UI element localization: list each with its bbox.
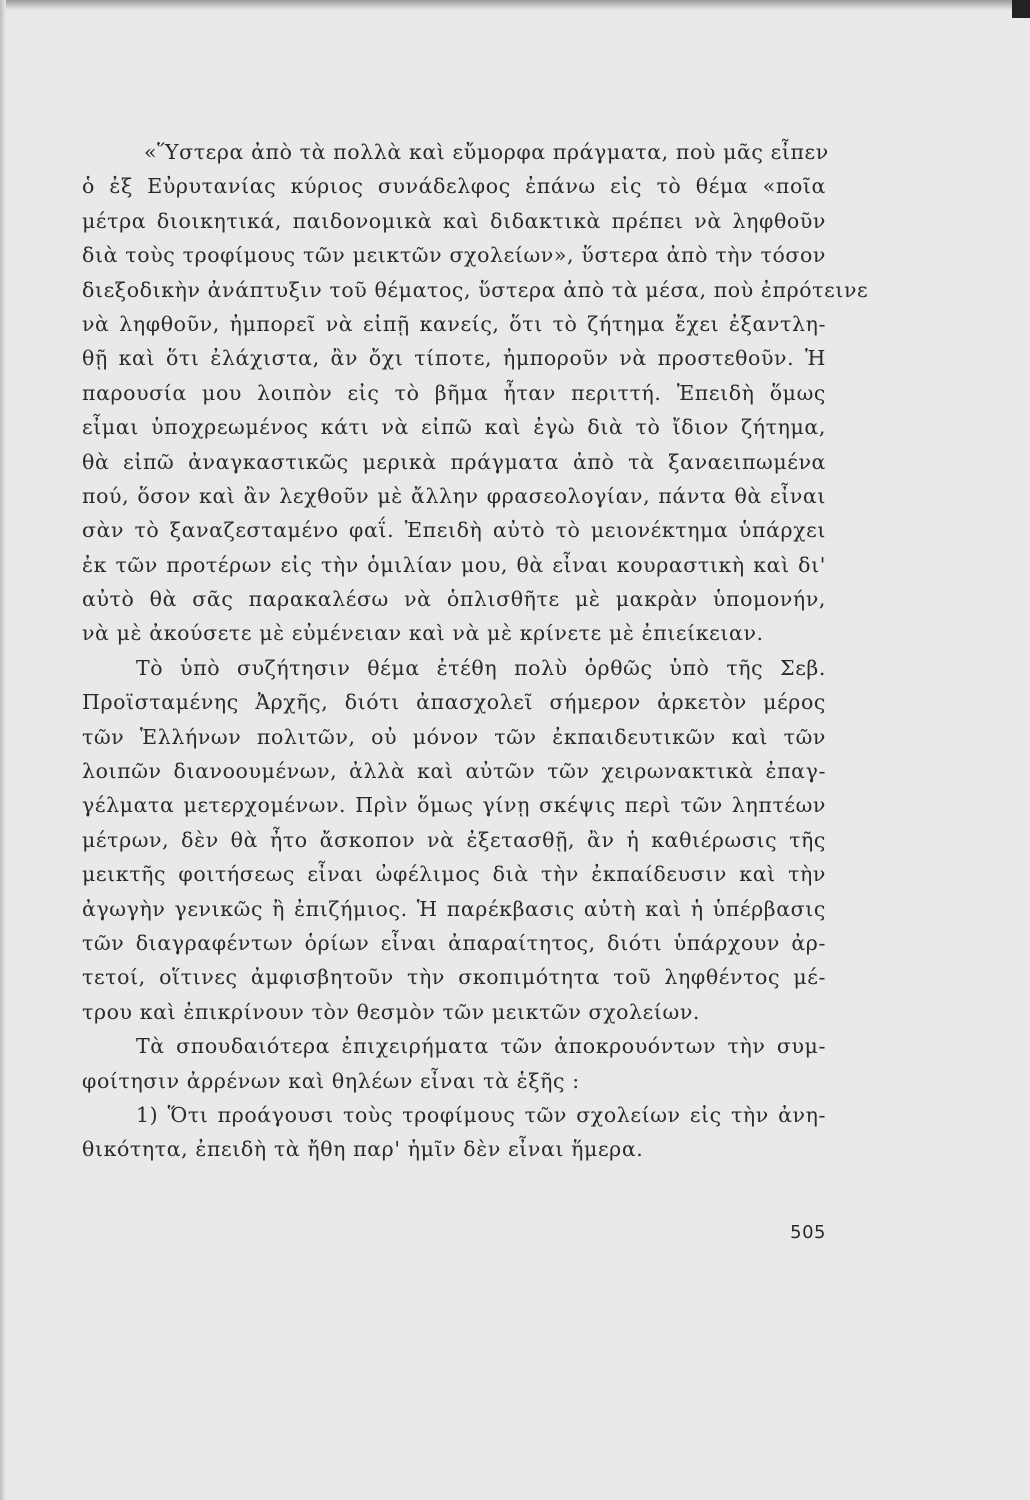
text-line: τρου καὶ ἐπικρίνουν τὸν θεσμὸν τῶν μεικτῶν σχολείων. [82, 999, 701, 1024]
text-line: Τὰ σπουδαιότερα ἐπιχειρήματα τῶν ἀποκρουόντων τὴν συμ- [136, 1034, 826, 1059]
scan-top-shadow [0, 0, 1030, 10]
text-line: διεξοδικὴν ἀνάπτυξιν τοῦ θέματος, ὕστερα ἀπὸ τὰ μέσα, ποὺ ἐπρότεινε [82, 277, 869, 302]
text-line: ἐκ τῶν προτέρων εἰς τὴν ὁμιλίαν μου, θὰ εἶναι κουραστικὴ καὶ δι' [82, 552, 826, 577]
text-line: «Ὕστερα ἀπὸ τὰ πολλὰ καὶ εὔμορφα πράγματα, ποὺ μᾶς εἶπεν [144, 140, 829, 164]
text-line: νὰ ληφθοῦν, ἠμπορεῖ νὰ εἰπῇ κανείς, ὅτι τὸ ζήτημα ἔχει ἐξαντλη- [82, 311, 826, 336]
scan-left-shadow [0, 0, 6, 1500]
text-line: μέτρα διοικητικά, παιδονομικὰ καὶ διδακτικὰ πρέπει νὰ ληφθοῦν [82, 208, 826, 233]
text-line: τῶν διαγραφέντων ὁρίων εἶναι ἀπαραίτητος, διότι ὑπάρχουν ἀρ- [82, 930, 826, 955]
text-line: θικότητα, ἐπειδὴ τὰ ἤθη παρ' ἡμῖν δὲν εἶναι ἥμερα. [82, 1137, 644, 1162]
text-line: σὰν τὸ ξαναζεσταμένο φαΐ. Ἐπειδὴ αὐτὸ τὸ μειονέκτημα ὑπάρχει [82, 518, 826, 543]
text-line: ἀγωγὴν γενικῶς ἢ ἐπιζήμιος. Ἡ παρέκβασις αὐτὴ καὶ ἡ ὑπέρβασις [82, 896, 826, 921]
text-line: 1) Ὅτι προάγουσι τοὺς τροφίμους τῶν σχολείων εἰς τὴν ἀνη- [136, 1102, 826, 1127]
scan-corner-mark [1012, 0, 1030, 18]
text-line: θῇ καὶ ὅτι ἐλάχιστα, ἂν ὄχι τίποτε, ἠμποροῦν νὰ προστεθοῦν. Ἡ [82, 346, 826, 371]
text-line: παρουσία μου λοιπὸν εἰς τὸ βῆμα ἦταν περιττή. Ἐπειδὴ ὅμως [82, 380, 826, 405]
text-line: ὁ ἐξ Εὐρυτανίας κύριος συνάδελφος ἐπάνω εἰς τὸ θέμα «ποῖα [82, 174, 826, 199]
text-line: φοίτησιν ἀρρένων καὶ θηλέων εἶναι τὰ ἑξῆς : [82, 1068, 580, 1093]
text-line: θὰ εἰπῶ ἀναγκαστικῶς μερικὰ πράγματα ἀπὸ τὰ ξαναειπωμένα [82, 449, 826, 474]
text-line: Τὸ ὑπὸ συζήτησιν θέμα ἐτέθη πολὺ ὀρθῶς ὑπὸ τῆς Σεβ. [136, 655, 826, 680]
text-line: Προϊσταμένης Ἀρχῆς, διότι ἀπασχολεῖ σήμερον ἀρκετὸν μέρος [82, 690, 826, 715]
text-line: διὰ τοὺς τροφίμους τῶν μεικτῶν σχολείων», ὕστερα ἀπὸ τὴν τόσον [82, 243, 826, 268]
text-line: μέτρων, δὲν θὰ ἦτο ἄσκοπον νὰ ἐξετασθῇ, ἂν ἡ καθιέρωσις τῆς [82, 827, 826, 852]
text-line: γέλματα μετερχομένων. Πρὶν ὅμως γίνῃ σκέψις περὶ τῶν ληπτέων [82, 793, 826, 818]
text-line: νὰ μὲ ἀκούσετε μὲ εὐμένειαν καὶ νὰ μὲ κρίνετε μὲ ἐπιείκειαν. [82, 621, 764, 646]
text-line: τετοί, οἵτινες ἀμφισβητοῦν τὴν σκοπιμότητα τοῦ ληφθέντος μέ- [82, 965, 826, 990]
text-line: μεικτῆς φοιτήσεως εἶναι ὠφέλιμος διὰ τὴν ἐκπαίδευσιν καὶ τὴν [82, 862, 826, 887]
text-line: αὐτὸ θὰ σᾶς παρακαλέσω νὰ ὁπλισθῆτε μὲ μακρὰν ὑπομονήν, [82, 587, 826, 612]
text-line: λοιπῶν διανοουμένων, ἀλλὰ καὶ αὐτῶν τῶν χειρωνακτικὰ ἐπαγ- [82, 759, 826, 784]
text-line: εἶμαι ὑποχρεωμένος κάτι νὰ εἰπῶ καὶ ἐγὼ διὰ τὸ ἴδιον ζήτημα, [82, 415, 826, 440]
text-line: τῶν Ἑλλήνων πολιτῶν, οὐ μόνον τῶν ἐκπαιδευτικῶν καὶ τῶν [82, 724, 826, 749]
body-text [82, 135, 869, 1167]
page-number: 505 [790, 1222, 826, 1243]
text-line: πού, ὅσον καὶ ἂν λεχθοῦν μὲ ἄλλην φρασεολογίαν, πάντα θὰ εἶναι [82, 483, 826, 508]
